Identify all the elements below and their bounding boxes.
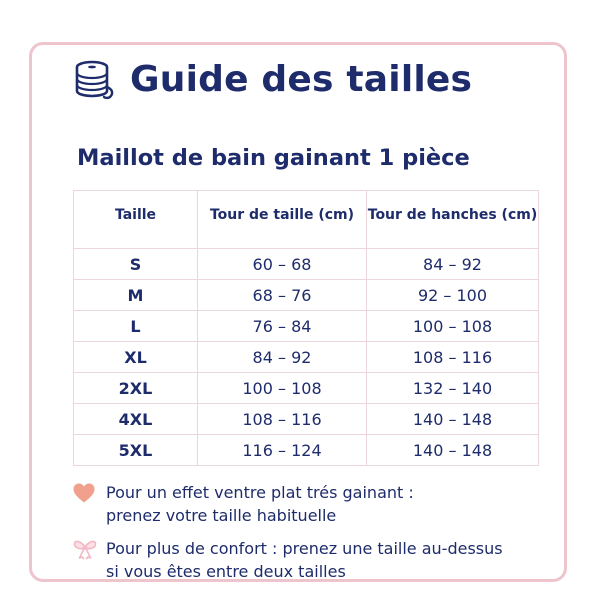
size-cell: XL — [74, 342, 198, 373]
table-row — [74, 311, 539, 342]
waist-cell: 68 – 76 — [198, 280, 367, 311]
size-cell: 5XL — [74, 435, 198, 466]
waist-cell: 116 – 124 — [198, 435, 367, 466]
waist-cell: 100 – 108 — [198, 373, 367, 404]
heart-icon — [72, 482, 98, 504]
table-row — [74, 342, 539, 373]
note-line: si vous êtes entre deux tailles — [106, 562, 346, 581]
note-line: Pour un effet ventre plat trés gainant : — [106, 483, 414, 502]
size-guide-card — [29, 42, 567, 582]
bow-icon — [72, 538, 98, 560]
size-cell: M — [74, 280, 198, 311]
note-line: prenez votre taille habituelle — [106, 506, 337, 525]
hips-cell: 140 – 148 — [367, 435, 539, 466]
note-line: Pour plus de confort : prenez une taille au-dessus — [106, 539, 503, 558]
note-comfort-tip — [72, 537, 503, 583]
table-row — [74, 435, 539, 466]
hips-cell: 140 – 148 — [367, 404, 539, 435]
waist-cell: 84 – 92 — [198, 342, 367, 373]
table-row — [74, 404, 539, 435]
size-cell: S — [74, 249, 198, 280]
column-header-size: Taille — [74, 191, 198, 249]
note-fit-tip — [72, 481, 414, 527]
table-header-row — [74, 191, 539, 249]
hips-cell: 92 – 100 — [367, 280, 539, 311]
hips-cell: 132 – 140 — [367, 373, 539, 404]
title-row — [74, 59, 472, 100]
thread-spool-icon — [74, 60, 116, 100]
table-row — [74, 249, 539, 280]
table-row — [74, 280, 539, 311]
size-table — [73, 190, 539, 466]
hips-cell: 84 – 92 — [367, 249, 539, 280]
column-header-hips: Tour de hanches (cm) — [367, 191, 539, 249]
page-title: Guide des tailles — [130, 59, 473, 100]
product-subtitle: Maillot de bain gainant 1 pièce — [77, 145, 470, 171]
table-row — [74, 373, 539, 404]
column-header-waist: Tour de taille (cm) — [198, 191, 367, 249]
hips-cell: 100 – 108 — [367, 311, 539, 342]
waist-cell: 76 – 84 — [198, 311, 367, 342]
waist-cell: 108 – 116 — [198, 404, 367, 435]
size-cell: 4XL — [74, 404, 198, 435]
waist-cell: 60 – 68 — [198, 249, 367, 280]
size-cell: 2XL — [74, 373, 198, 404]
size-cell: L — [74, 311, 198, 342]
hips-cell: 108 – 116 — [367, 342, 539, 373]
